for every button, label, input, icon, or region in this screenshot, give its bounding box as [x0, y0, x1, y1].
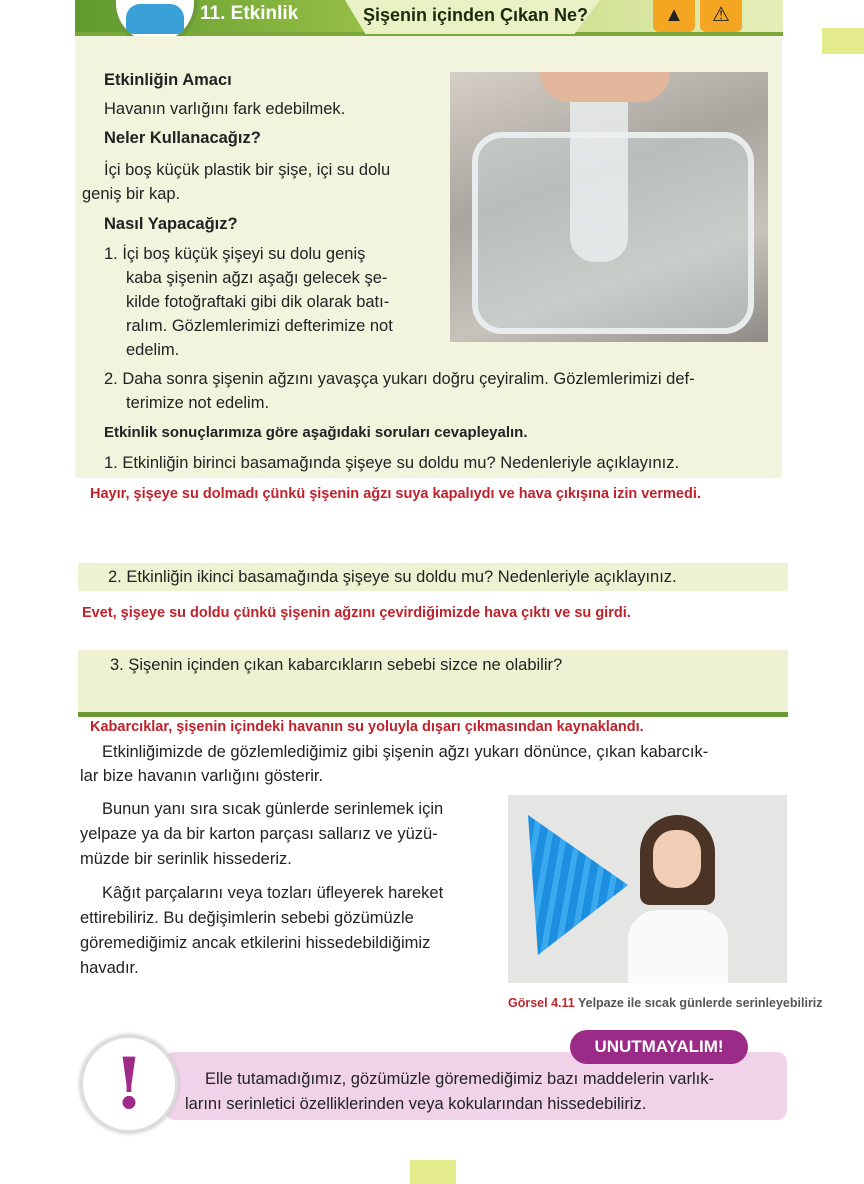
body-paragraph-3: havadır. [80, 959, 139, 977]
remember-text: Elle tutamadığımız, gözümüzle göremediğimiz bazı maddelerin varlık- [205, 1070, 714, 1088]
body-paragraph-3: Kâğıt parçalarını veya tozları üfleyerek hareket [102, 884, 444, 902]
question-2: 2. Etkinliğin ikinci basamağında şişeye su doldu mu? Nedenleriyle açıklayınız. [108, 568, 677, 586]
materials-line: İçi boş küçük plastik bir şişe, içi su dolu [104, 161, 391, 179]
question-3: 3. Şişenin içinden çıkan kabarcıkların sebebi sizce ne olabilir? [110, 656, 563, 674]
body-paragraph-3: göremediğimiz ancak etkilerini hissedebildiğimiz [80, 934, 431, 952]
body-paragraph-1: lar bize havanın varlığını gösterir. [80, 767, 324, 785]
exclamation-icon: ! [80, 1035, 178, 1133]
figure-label: Görsel 4.11 [508, 996, 575, 1010]
section-divider [78, 712, 788, 717]
warning-icon: ⚠ [700, 0, 742, 32]
step-2-line: 2. Daha sonra şişenin ağzını yavaşça yukarı doğru çeyiralim. Gözlemlerimizi def- [104, 370, 695, 388]
step-1-line: kaba şişenin ağzı aşağı gelecek şe- [126, 269, 388, 287]
bottle-in-water-photo [450, 72, 768, 342]
figure-caption-text: Yelpaze ile sıcak günlerde serinleyebiliriz [577, 996, 823, 1010]
materials-line: geniş bir kap. [82, 185, 181, 203]
body-paragraph-2: müzde bir serinlik hissederiz. [80, 850, 292, 868]
answer-1: Hayır, şişeye su dolmadı çünkü şişenin ağzı suya kapalıydı ve hava çıkışına izin vermedi. [90, 486, 701, 502]
answer-2: Evet, şişeye su doldu çünkü şişenin ağzını çevirdiğimizde hava çıktı ve su girdi. [82, 605, 631, 621]
girl-with-fan-photo [508, 795, 787, 983]
question-1: 1. Etkinliğin birinci basamağında şişeye su doldu mu? Nedenleriyle açıklayınız. [104, 454, 680, 472]
figure-caption [508, 996, 823, 1010]
lab-coat-icon: ▲ [653, 0, 695, 32]
activity-title: Şişenin içinden Çıkan Ne? [363, 5, 589, 25]
remember-text: larını serinletici özelliklerinden veya kokularından hissedebiliriz. [185, 1095, 647, 1113]
body-paragraph-2: Bunun yanı sıra sıcak günlerde serinlemek için [102, 800, 444, 818]
step-2-line: terimize not edelim. [126, 394, 270, 412]
step-1-line: 1. İçi boş küçük şişeyi su dolu geniş [104, 245, 366, 263]
step-1-line: kilde fotoğraftaki gibi dik olarak batı- [126, 293, 390, 311]
step-1-line: edelim. [126, 341, 180, 359]
questions-heading: Etkinlik sonuçlarımıza göre aşağıdaki soruları cevapleyalın. [104, 424, 528, 441]
activity-number: 11. Etkinlik [200, 3, 299, 24]
body-paragraph-1: Etkinliğimizde de gözlemlediğimiz gibi şişenin ağzı yukarı dönünce, çıkan kabarcık- [102, 743, 709, 761]
body-paragraph-2: yelpaze ya da bir karton parçası sallarız ve yüzü- [80, 825, 438, 843]
page-number-tab [410, 1160, 456, 1184]
aim-text: Havanın varlığını fark edebilmek. [104, 100, 346, 118]
steps-heading: Nasıl Yapacağız? [104, 215, 238, 233]
answer-3: Kabarcıklar, şişenin içindeki havanın su yoluyla dışarı çıkmasından kaynaklandı. [90, 719, 644, 735]
step-1-line: ralım. Gözlemlerimizi defterimize not [126, 317, 393, 335]
materials-heading: Neler Kullanacağız? [104, 129, 261, 147]
remember-label: UNUTMAYALIM! [570, 1030, 748, 1064]
body-paragraph-3: ettirebiliriz. Bu değişimlerin sebebi gözümüzle [80, 909, 414, 927]
aim-heading: Etkinliğin Amacı [104, 71, 232, 89]
side-tab [822, 28, 864, 54]
